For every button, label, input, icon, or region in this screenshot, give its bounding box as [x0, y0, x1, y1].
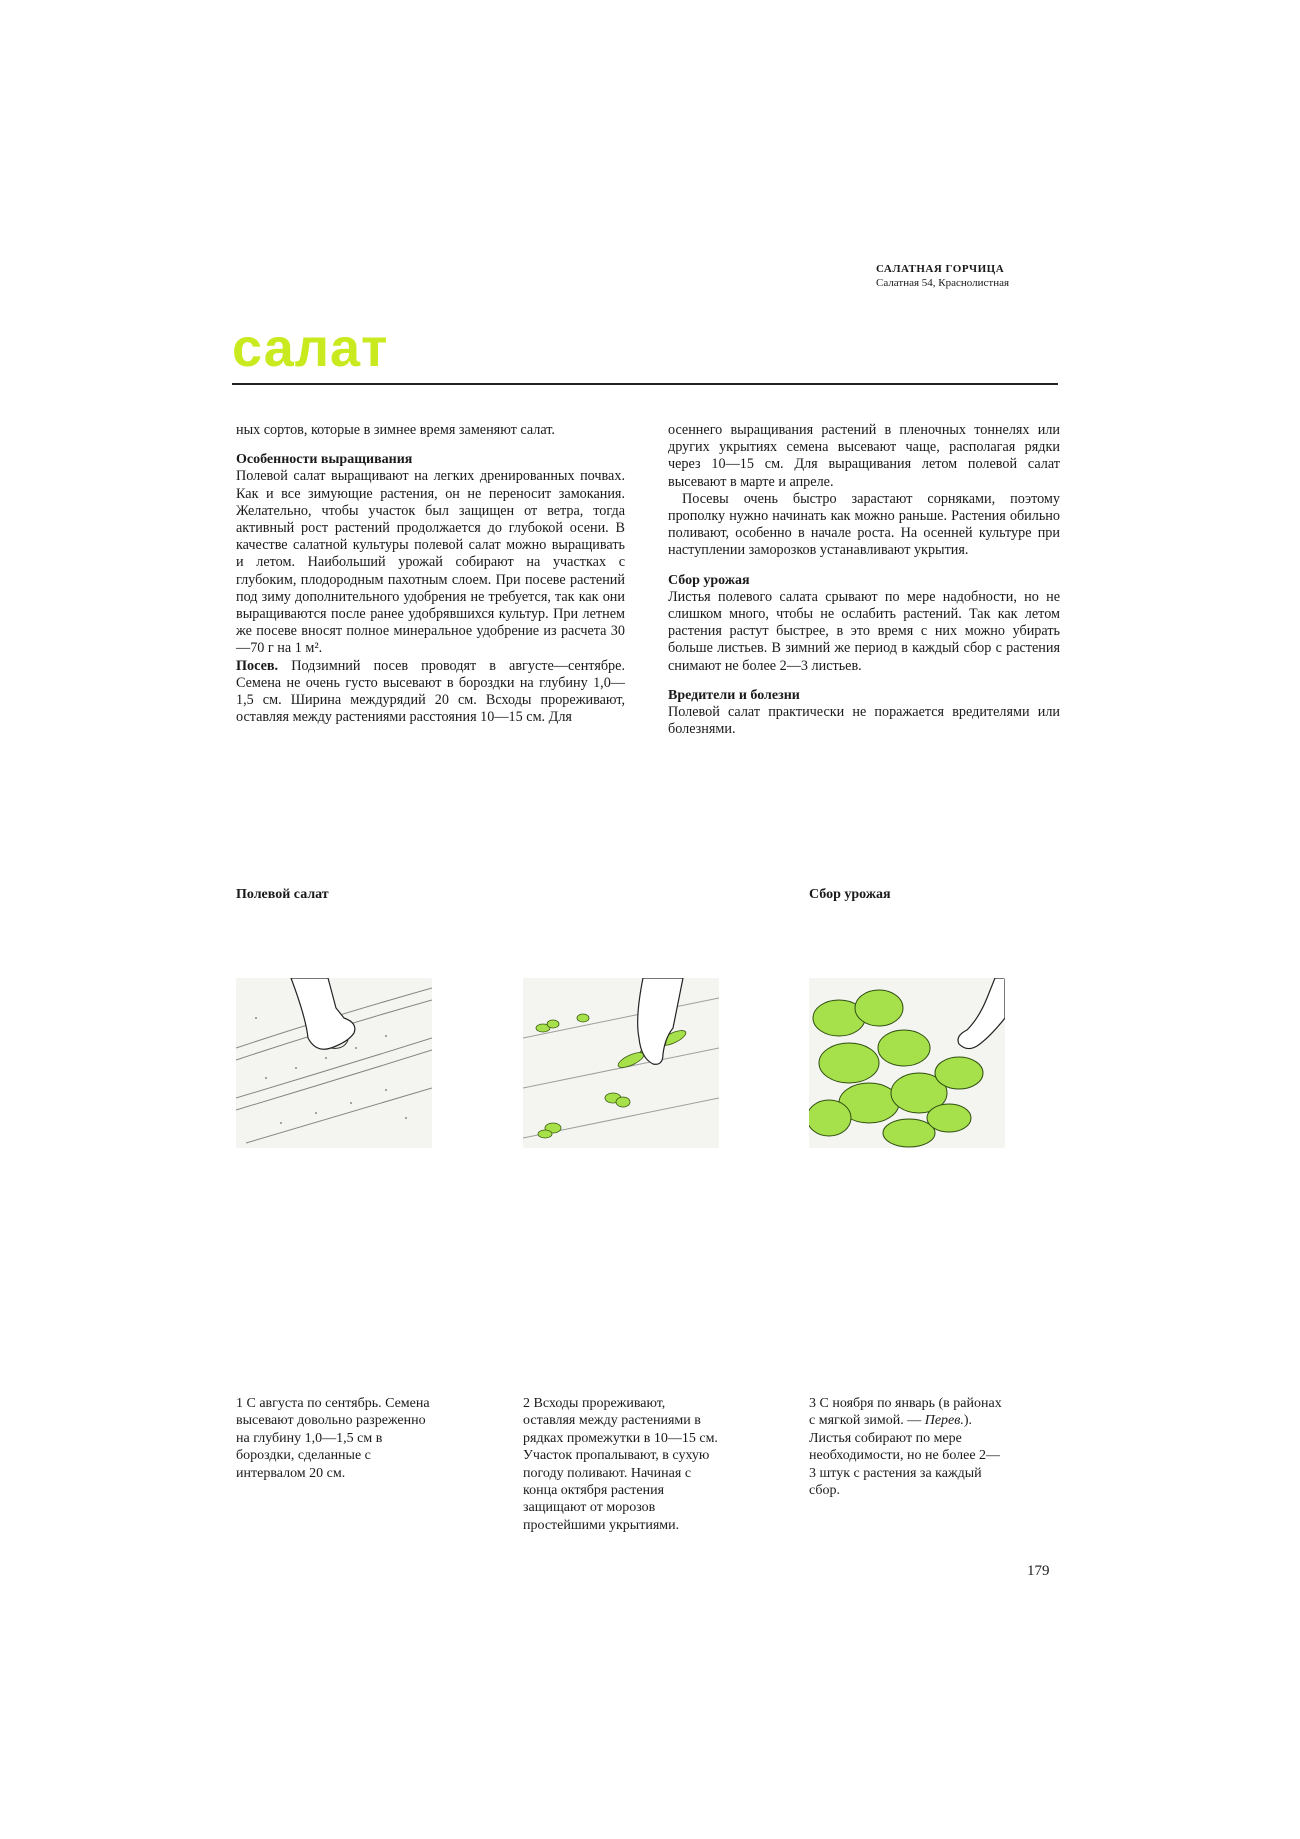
figure-caption-1: [236, 1395, 432, 1482]
illustration-caption-left: Полевой салат: [236, 887, 329, 902]
paragraph: Полевой салат практически не поражается вредителями или болезнями.: [668, 704, 1060, 738]
figure-harvest: [809, 978, 1005, 1148]
figure-number: 3: [809, 1396, 816, 1411]
paragraph: Полевой салат выращивают на легких дренированных почвах. Как и все зимующие растения, он не переносит замокания. Желательно, чтобы участок был защищен от ветра, тогда активный рост растений продолжается до глубокой осени. В качестве салатной культуры полевой салат можно выращивать и летом. Наибольший урожай собирают на участках с глубоким, плодородным пахотным слоем. При посеве растений под зиму дополнительного удобрения не требуется, так как они выращиваются после ранее удобрявшихся культур. При летнем же посеве вносят полное минеральное удобрение из расчета 30—70 г на 1 м².: [236, 468, 625, 657]
figure-caption-3: [809, 1395, 1005, 1499]
figure-number: 1: [236, 1396, 243, 1411]
figure-sowing: [236, 978, 432, 1148]
title-rule: [232, 383, 1058, 385]
seedlings-illustration: [523, 978, 719, 1148]
lead-term: Посев.: [236, 657, 279, 674]
variety-subtitle: Салатная 54, Краснолистная: [876, 277, 1010, 289]
figure-text: Всходы прореживают, оставляя между растениями в рядках промежутки в 10—15 см. Участок пропалывают, в сухую погоду поливают. Начиная с конца октября растения защищают от морозов простейшими укрытиями.: [523, 1396, 718, 1533]
figure-number: 2: [523, 1396, 530, 1411]
paragraph: Посевы очень быстро зарастают сорняками, поэтому прополку нужно начинать как можно раньше. Растения обильно поливают, особенно в начале роста. На осенней культуре при наступлении заморозков устанавливают укрытия.: [668, 490, 1060, 559]
paragraph: Листья полевого салата срывают по мере надобности, но не слишком много, чтобы не ослабить растений. Так как летом растения растут быстрее, в это время с них можно убирать больше листьев. В зимний же период в каждый сбор с растения снимают не более 2—3 листьев.: [668, 588, 1060, 674]
figure-seedlings: [523, 978, 719, 1148]
section-heading: Вредители и болезни: [668, 687, 800, 703]
section-heading: Особенности выращивания: [236, 452, 413, 468]
paragraph: Подзимний посев проводят в августе—сентябре. Семена не очень густо высевают в бороздки на глубину 1,0—1,5 см. Ширина междурядий 20 см. Всходы прореживают, оставляя между растениями расстояния 10—15 см. Для: [236, 657, 625, 726]
page-number: 179: [1027, 1563, 1050, 1579]
figure-text-tail: ). Листья собирают по мере необходимости, но не более 2—3 штук с растения за каждый сбор.: [809, 1413, 1001, 1499]
sowing-illustration: [236, 978, 432, 1148]
harvest-illustration: [809, 978, 1005, 1148]
figure-italic: Перев.: [924, 1413, 964, 1429]
section-heading: Сбор урожая: [668, 572, 750, 588]
figure-text: С августа по сентябрь. Семена высевают довольно разреженно на глубину 1,0—1,5 см в бороздки, сделанные с интервалом 20 см.: [236, 1396, 430, 1481]
page-title: салат: [232, 318, 389, 378]
text-column-left: [236, 422, 625, 726]
figure-caption-2: [523, 1395, 719, 1534]
paragraph: ных сортов, которые в зимнее время заменяют салат.: [236, 422, 555, 438]
text-column-right: [668, 422, 1060, 738]
paragraph: осеннего выращивания растений в пленочных тоннелях или других укрытиях семена высевают чаще, располагая рядки через 10—15 см. Для выращивания летом полевой салат высевают в марте и апреле.: [668, 422, 1060, 490]
figure-text: С ноября по январь (в районах с мягкой зимой. —: [809, 1396, 1002, 1429]
illustration-caption-right: Сбор урожая: [809, 887, 891, 902]
variety-title: САЛАТНАЯ ГОРЧИЦА: [876, 263, 1005, 275]
variety-block: [876, 262, 1126, 290]
